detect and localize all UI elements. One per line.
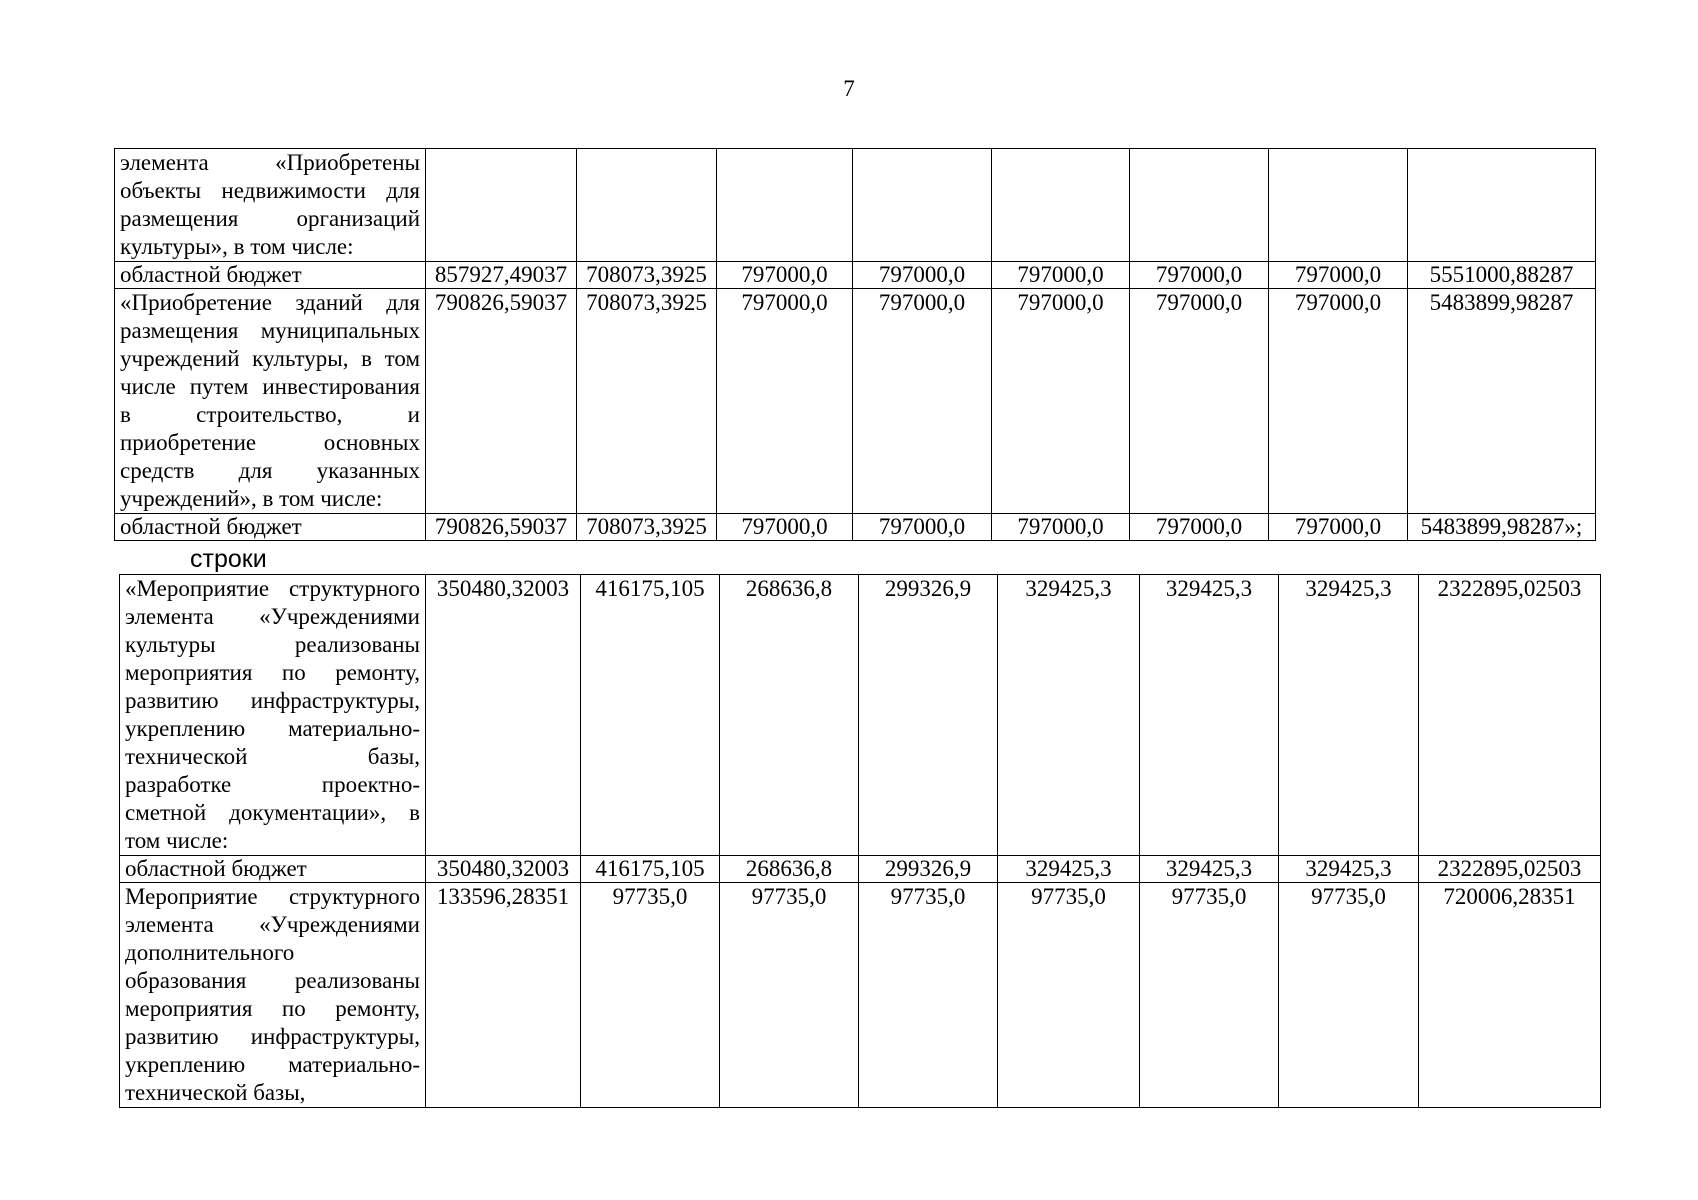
row-label-cell: [115, 514, 426, 541]
budget-table-bottom: [119, 574, 1601, 1108]
row-label-line: в строительство, и: [120, 402, 420, 427]
value-cell: 790826,59037: [426, 289, 577, 514]
value-cell: 97735,0: [1140, 883, 1279, 1108]
table-body: [115, 149, 1596, 541]
row-label-line: числе путем инвестирования: [120, 374, 420, 399]
row-label-line: дополнительного: [125, 940, 295, 965]
row-label-cell: [115, 149, 426, 262]
table-body: [120, 575, 1601, 1108]
value-cell: 797000,0: [1130, 262, 1269, 289]
row-label-cell: [115, 289, 426, 514]
row-label-line: развитию инфраструктуры,: [125, 1024, 420, 1049]
value-cell: 797000,0: [1269, 514, 1408, 541]
value-cell: 97735,0: [581, 883, 720, 1108]
page-number: 7: [843, 76, 855, 101]
value-cell: 329425,3: [1279, 856, 1419, 883]
budget-table-top: [114, 148, 1596, 541]
table-row: [120, 883, 1601, 1108]
table-row: [115, 514, 1596, 541]
row-label-line: технической базы,: [125, 744, 420, 769]
value-cell: 797000,0: [992, 289, 1130, 514]
row-label-cell: [115, 262, 426, 289]
value-cell: 797000,0: [1269, 289, 1408, 514]
value-cell: 97735,0: [998, 883, 1140, 1108]
value-cell: 268636,8: [720, 856, 859, 883]
value-cell: [1130, 149, 1269, 262]
value-cell: 797000,0: [717, 514, 853, 541]
value-cell: 797000,0: [992, 262, 1130, 289]
value-cell: [1408, 149, 1596, 262]
value-cell: 416175,105: [581, 856, 720, 883]
row-label-line: размещения муниципальных: [120, 318, 420, 343]
value-cell: 797000,0: [1269, 262, 1408, 289]
row-label-line: «Мероприятие структурного: [125, 576, 420, 601]
value-cell: 133596,28351: [426, 883, 581, 1108]
row-label-line: мероприятия по ремонту,: [125, 660, 420, 685]
value-cell: 708073,3925: [577, 262, 717, 289]
value-cell: [426, 149, 577, 262]
row-label-line: учреждений», в том числе:: [120, 486, 383, 511]
row-label-line: технической базы,: [125, 1080, 306, 1105]
value-cell: 2322895,02503: [1419, 575, 1601, 856]
value-cell: 797000,0: [853, 289, 992, 514]
row-label-line: культуры реализованы: [125, 632, 420, 657]
value-cell: 790826,59037: [426, 514, 577, 541]
table-row: [115, 262, 1596, 289]
value-cell: [717, 149, 853, 262]
value-cell: 5483899,98287: [1408, 289, 1596, 514]
table-row: [120, 575, 1601, 856]
row-label-line: средств для указанных: [120, 458, 420, 483]
value-cell: 797000,0: [1130, 289, 1269, 514]
value-cell: 329425,3: [1140, 575, 1279, 856]
row-label-line: мероприятия по ремонту,: [125, 996, 420, 1021]
row-label-line: образования реализованы: [125, 968, 420, 993]
value-cell: 416175,105: [581, 575, 720, 856]
row-label-line: приобретение основных: [120, 430, 420, 455]
table-row: [115, 289, 1596, 514]
value-cell: 329425,3: [998, 856, 1140, 883]
row-label-line: культуры», в том числе:: [120, 234, 354, 259]
value-cell: 299326,9: [859, 575, 998, 856]
value-cell: 708073,3925: [577, 514, 717, 541]
row-label-line: сметной документации», в: [125, 800, 420, 825]
value-cell: 797000,0: [992, 514, 1130, 541]
value-cell: 708073,3925: [577, 289, 717, 514]
value-cell: 329425,3: [1279, 575, 1419, 856]
table-row: [115, 149, 1596, 262]
value-cell: 350480,32003: [426, 575, 581, 856]
row-label-line: элемента «Учреждениями: [125, 912, 420, 937]
value-cell: 797000,0: [1130, 514, 1269, 541]
row-label-line: элемента «Учреждениями: [125, 604, 420, 629]
row-label-line: элемента «Приобретены: [120, 150, 420, 175]
value-cell: 329425,3: [1140, 856, 1279, 883]
rows-heading: строки: [190, 545, 267, 573]
row-label-line: учреждений культуры, в том: [120, 346, 420, 371]
row-label-cell: [120, 575, 426, 856]
row-label-line: укреплению материально-: [125, 716, 420, 741]
value-cell: [577, 149, 717, 262]
value-cell: 350480,32003: [426, 856, 581, 883]
value-cell: 97735,0: [859, 883, 998, 1108]
value-cell: [992, 149, 1130, 262]
value-cell: [1269, 149, 1408, 262]
value-cell: 797000,0: [853, 262, 992, 289]
row-label-line: укреплению материально-: [125, 1052, 420, 1077]
value-cell: 97735,0: [720, 883, 859, 1108]
row-label-line: областной бюджет: [120, 514, 302, 539]
value-cell: 329425,3: [998, 575, 1140, 856]
value-cell: 720006,28351: [1419, 883, 1601, 1108]
value-cell: 797000,0: [853, 514, 992, 541]
value-cell: 299326,9: [859, 856, 998, 883]
row-label-cell: [120, 856, 426, 883]
value-cell: 268636,8: [720, 575, 859, 856]
value-cell: 5551000,88287: [1408, 262, 1596, 289]
row-label-line: Мероприятие структурного: [125, 884, 420, 909]
value-cell: 857927,49037: [426, 262, 577, 289]
value-cell: 2322895,02503: [1419, 856, 1601, 883]
value-cell: 5483899,98287»;: [1408, 514, 1596, 541]
row-label-line: объекты недвижимости для: [120, 178, 420, 203]
row-label-line: том числе:: [125, 828, 229, 853]
row-label-line: областной бюджет: [120, 262, 302, 287]
value-cell: [853, 149, 992, 262]
row-label-cell: [120, 883, 426, 1108]
value-cell: 797000,0: [717, 289, 853, 514]
row-label-line: размещения организаций: [120, 206, 420, 231]
value-cell: 97735,0: [1279, 883, 1419, 1108]
row-label-line: развитию инфраструктуры,: [125, 688, 420, 713]
row-label-line: областной бюджет: [125, 856, 307, 881]
value-cell: 797000,0: [717, 262, 853, 289]
row-label-line: разработке проектно-: [125, 772, 420, 797]
table-row: [120, 856, 1601, 883]
row-label-line: «Приобретение зданий для: [120, 290, 420, 315]
